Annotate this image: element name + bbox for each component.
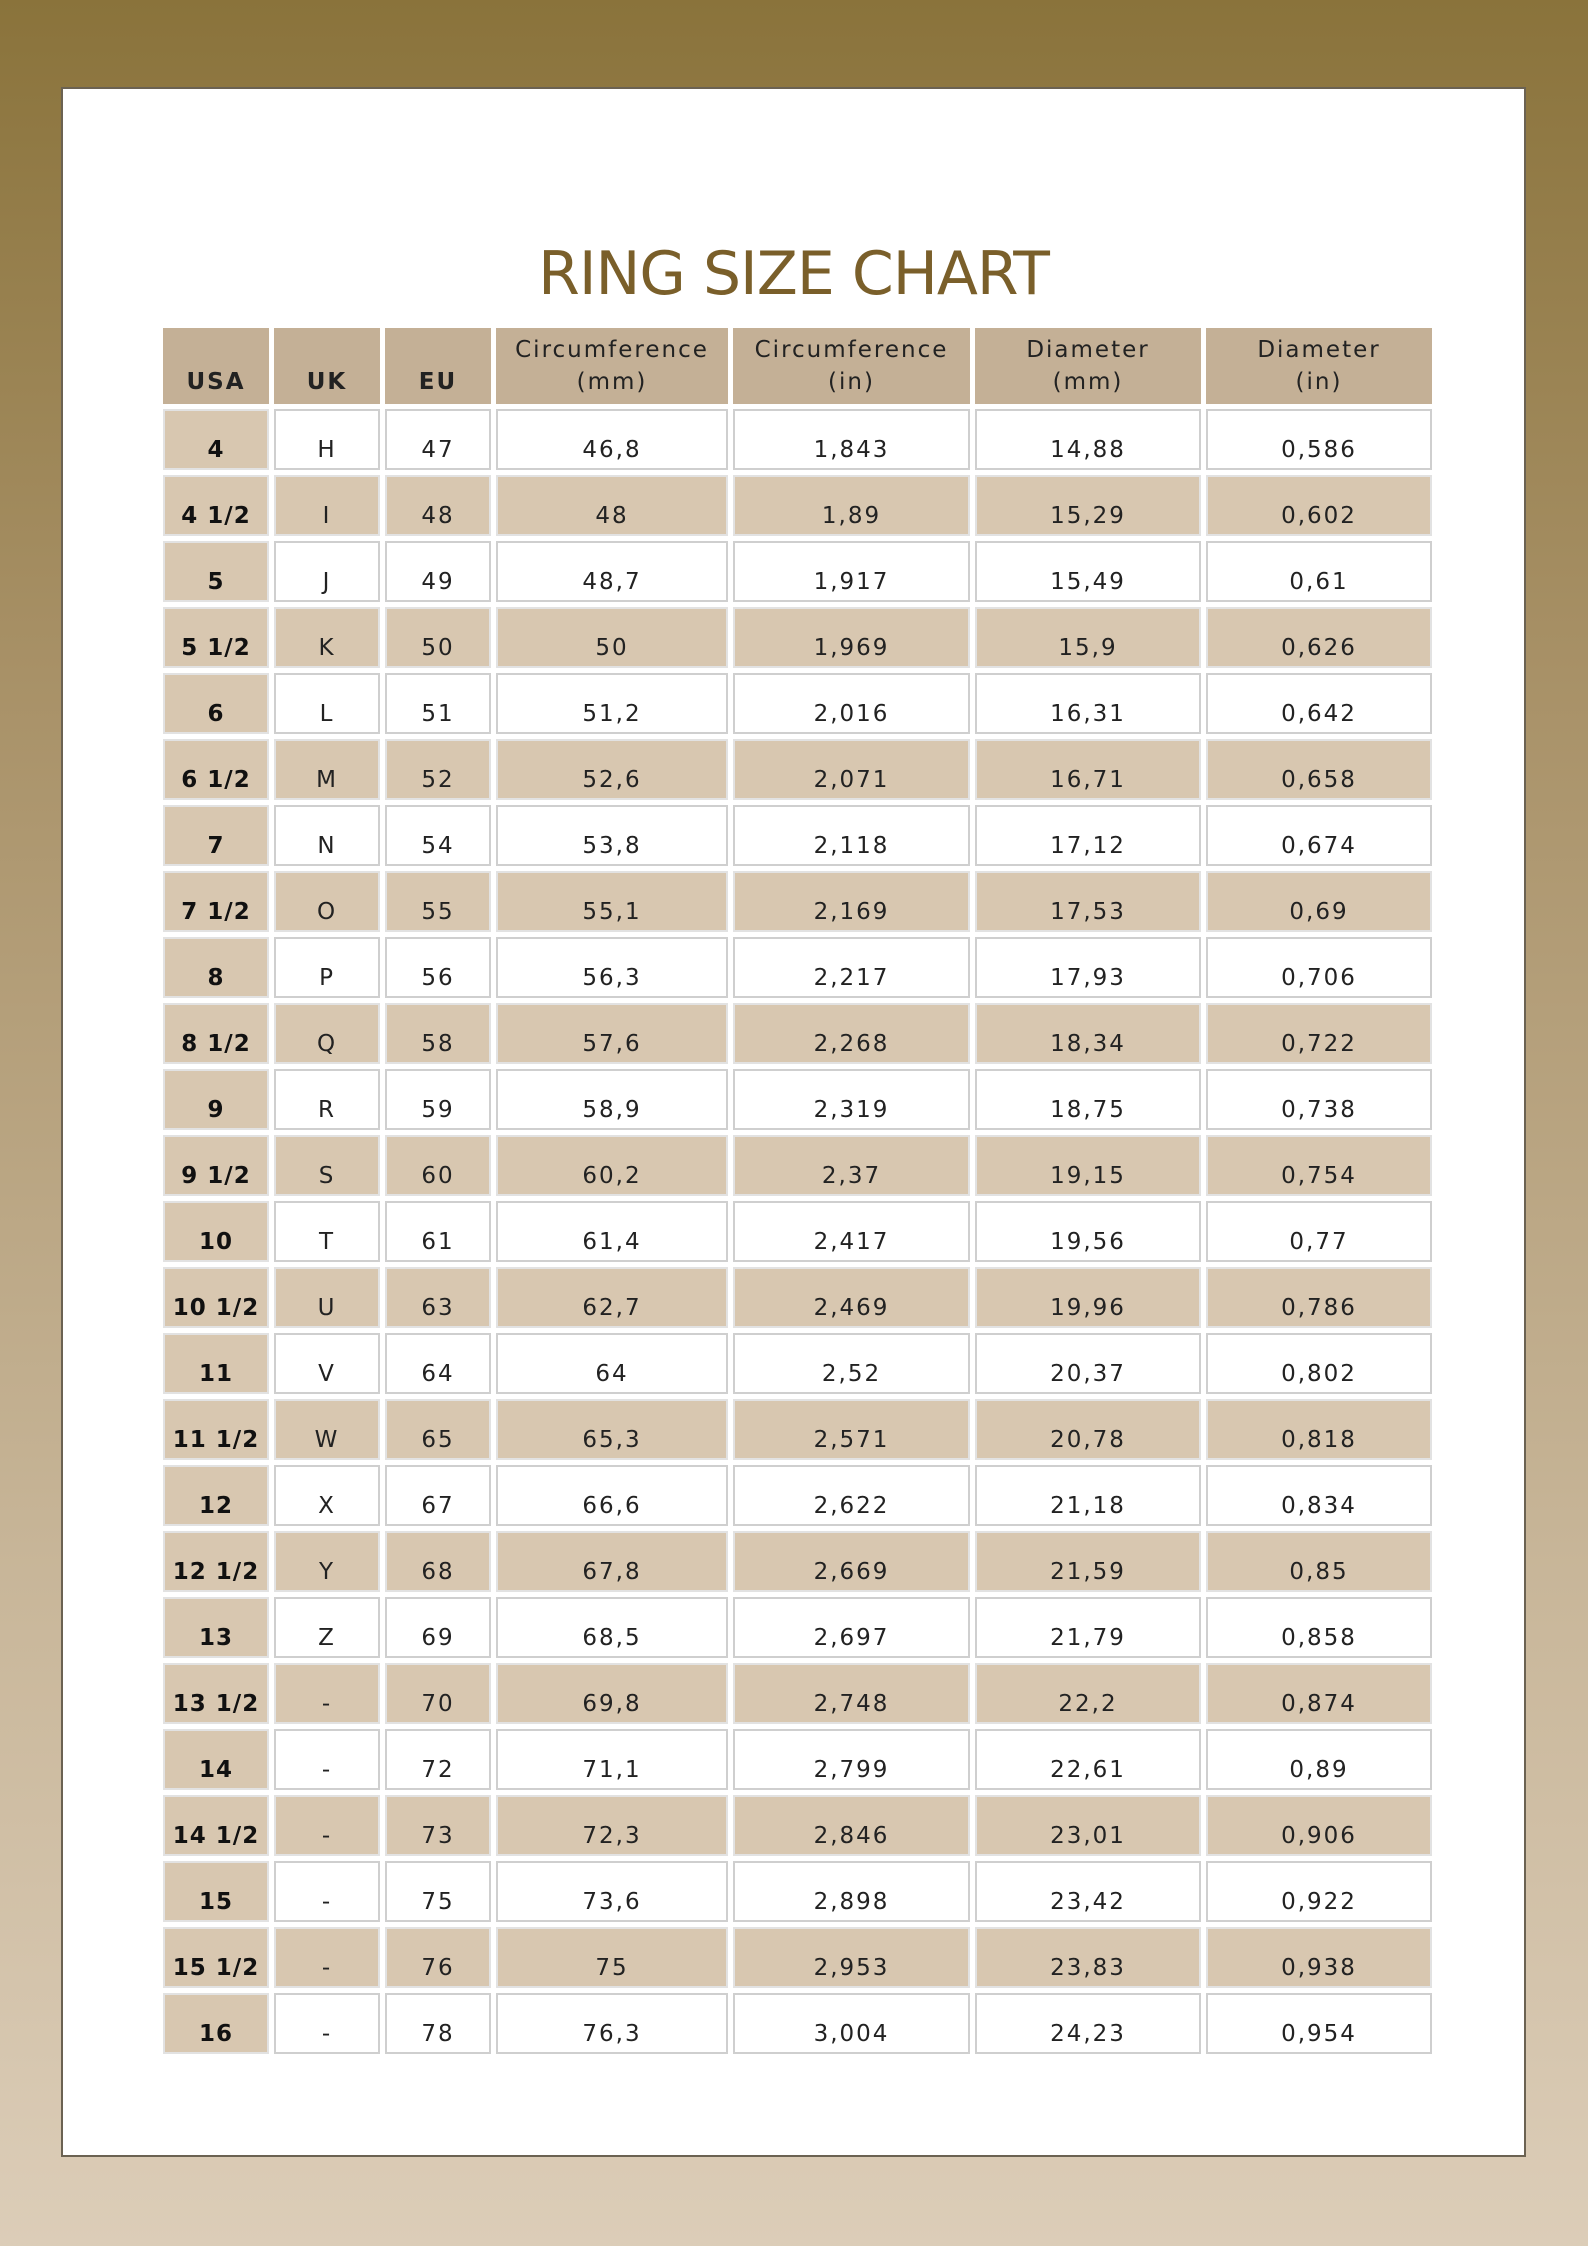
cell-circumference-mm: 65,3 (496, 1399, 728, 1460)
cell-eu-size: 73 (385, 1795, 491, 1856)
cell-circumference-in: 2,417 (733, 1201, 970, 1262)
header-row (163, 328, 1432, 404)
cell-diameter-in: 0,786 (1206, 1267, 1432, 1328)
cell-diameter-mm: 15,49 (975, 541, 1201, 602)
cell-circumference-in: 2,953 (733, 1927, 970, 1988)
table-row (163, 1861, 1432, 1922)
cell-usa-size: 8 (163, 937, 269, 998)
cell-diameter-in: 0,674 (1206, 805, 1432, 866)
cell-usa-size: 5 1/2 (163, 607, 269, 668)
cell-uk-size: M (274, 739, 380, 800)
cell-circumference-in: 2,898 (733, 1861, 970, 1922)
table-body (163, 409, 1432, 2054)
cell-eu-size: 64 (385, 1333, 491, 1394)
cell-circumference-mm: 50 (496, 607, 728, 668)
cell-diameter-mm: 23,01 (975, 1795, 1201, 1856)
header-diameter-mm: Diameter (mm) (975, 328, 1201, 404)
cell-usa-size: 7 1/2 (163, 871, 269, 932)
ring-size-table (158, 323, 1437, 2059)
cell-diameter-in: 0,586 (1206, 409, 1432, 470)
cell-eu-size: 55 (385, 871, 491, 932)
cell-uk-size: X (274, 1465, 380, 1526)
cell-uk-size: Q (274, 1003, 380, 1064)
cell-diameter-mm: 22,2 (975, 1663, 1201, 1724)
cell-circumference-mm: 56,3 (496, 937, 728, 998)
cell-usa-size: 7 (163, 805, 269, 866)
table-row (163, 871, 1432, 932)
cell-diameter-mm: 16,71 (975, 739, 1201, 800)
table-row (163, 1993, 1432, 2054)
cell-circumference-mm: 68,5 (496, 1597, 728, 1658)
table-row (163, 541, 1432, 602)
header-uk: UK (274, 328, 380, 404)
table-row (163, 1729, 1432, 1790)
cell-uk-size: - (274, 1993, 380, 2054)
cell-usa-size: 14 1/2 (163, 1795, 269, 1856)
cell-diameter-mm: 23,42 (975, 1861, 1201, 1922)
cell-usa-size: 15 1/2 (163, 1927, 269, 1988)
cell-diameter-mm: 21,18 (975, 1465, 1201, 1526)
cell-diameter-in: 0,834 (1206, 1465, 1432, 1526)
cell-eu-size: 47 (385, 409, 491, 470)
cell-usa-size: 6 (163, 673, 269, 734)
cell-diameter-in: 0,754 (1206, 1135, 1432, 1196)
table-row (163, 1135, 1432, 1196)
table-row (163, 1267, 1432, 1328)
cell-eu-size: 59 (385, 1069, 491, 1130)
table-row (163, 1663, 1432, 1724)
cell-diameter-mm: 19,15 (975, 1135, 1201, 1196)
cell-diameter-in: 0,922 (1206, 1861, 1432, 1922)
cell-diameter-mm: 14,88 (975, 409, 1201, 470)
cell-uk-size: - (274, 1663, 380, 1724)
cell-uk-size: P (274, 937, 380, 998)
table-row (163, 1399, 1432, 1460)
cell-diameter-mm: 18,34 (975, 1003, 1201, 1064)
cell-diameter-in: 0,602 (1206, 475, 1432, 536)
cell-circumference-in: 2,799 (733, 1729, 970, 1790)
cell-eu-size: 68 (385, 1531, 491, 1592)
cell-diameter-in: 0,69 (1206, 871, 1432, 932)
header-circumference-mm: Circumference (mm) (496, 328, 728, 404)
cell-uk-size: T (274, 1201, 380, 1262)
cell-diameter-in: 0,626 (1206, 607, 1432, 668)
cell-circumference-in: 2,52 (733, 1333, 970, 1394)
cell-diameter-in: 0,938 (1206, 1927, 1432, 1988)
table-row (163, 607, 1432, 668)
cell-uk-size: O (274, 871, 380, 932)
cell-circumference-in: 2,571 (733, 1399, 970, 1460)
cell-diameter-mm: 19,96 (975, 1267, 1201, 1328)
cell-eu-size: 70 (385, 1663, 491, 1724)
cell-circumference-mm: 57,6 (496, 1003, 728, 1064)
cell-diameter-mm: 17,12 (975, 805, 1201, 866)
table-row (163, 475, 1432, 536)
cell-uk-size: - (274, 1927, 380, 1988)
table-row (163, 1927, 1432, 1988)
cell-eu-size: 63 (385, 1267, 491, 1328)
cell-usa-size: 10 1/2 (163, 1267, 269, 1328)
cell-circumference-in: 2,217 (733, 937, 970, 998)
cell-eu-size: 78 (385, 1993, 491, 2054)
cell-uk-size: - (274, 1861, 380, 1922)
cell-eu-size: 61 (385, 1201, 491, 1262)
cell-eu-size: 58 (385, 1003, 491, 1064)
cell-diameter-mm: 20,37 (975, 1333, 1201, 1394)
cell-diameter-in: 0,706 (1206, 937, 1432, 998)
cell-circumference-in: 3,004 (733, 1993, 970, 2054)
cell-usa-size: 15 (163, 1861, 269, 1922)
cell-circumference-mm: 48,7 (496, 541, 728, 602)
cell-circumference-mm: 52,6 (496, 739, 728, 800)
cell-circumference-mm: 73,6 (496, 1861, 728, 1922)
cell-eu-size: 56 (385, 937, 491, 998)
cell-usa-size: 12 1/2 (163, 1531, 269, 1592)
cell-eu-size: 50 (385, 607, 491, 668)
cell-diameter-in: 0,77 (1206, 1201, 1432, 1262)
cell-circumference-mm: 67,8 (496, 1531, 728, 1592)
cell-diameter-mm: 24,23 (975, 1993, 1201, 2054)
cell-circumference-in: 2,469 (733, 1267, 970, 1328)
table-row (163, 1465, 1432, 1526)
cell-circumference-in: 2,071 (733, 739, 970, 800)
table-row (163, 1597, 1432, 1658)
cell-diameter-mm: 20,78 (975, 1399, 1201, 1460)
cell-circumference-mm: 60,2 (496, 1135, 728, 1196)
table-row (163, 805, 1432, 866)
cell-circumference-mm: 58,9 (496, 1069, 728, 1130)
cell-usa-size: 8 1/2 (163, 1003, 269, 1064)
table-row (163, 739, 1432, 800)
header-eu: EU (385, 328, 491, 404)
cell-uk-size: L (274, 673, 380, 734)
cell-usa-size: 13 1/2 (163, 1663, 269, 1724)
cell-circumference-mm: 51,2 (496, 673, 728, 734)
cell-diameter-mm: 16,31 (975, 673, 1201, 734)
cell-circumference-mm: 46,8 (496, 409, 728, 470)
cell-usa-size: 10 (163, 1201, 269, 1262)
cell-usa-size: 11 1/2 (163, 1399, 269, 1460)
cell-diameter-mm: 21,59 (975, 1531, 1201, 1592)
table-row (163, 1795, 1432, 1856)
cell-eu-size: 52 (385, 739, 491, 800)
cell-eu-size: 67 (385, 1465, 491, 1526)
cell-diameter-in: 0,802 (1206, 1333, 1432, 1394)
cell-uk-size: S (274, 1135, 380, 1196)
cell-usa-size: 4 1/2 (163, 475, 269, 536)
cell-diameter-mm: 15,9 (975, 607, 1201, 668)
cell-diameter-in: 0,658 (1206, 739, 1432, 800)
cell-eu-size: 72 (385, 1729, 491, 1790)
cell-uk-size: J (274, 541, 380, 602)
cell-circumference-in: 2,748 (733, 1663, 970, 1724)
table-row (163, 1003, 1432, 1064)
cell-diameter-in: 0,89 (1206, 1729, 1432, 1790)
cell-diameter-mm: 22,61 (975, 1729, 1201, 1790)
cell-circumference-in: 2,697 (733, 1597, 970, 1658)
cell-diameter-in: 0,642 (1206, 673, 1432, 734)
cell-circumference-mm: 53,8 (496, 805, 728, 866)
cell-uk-size: V (274, 1333, 380, 1394)
cell-diameter-in: 0,818 (1206, 1399, 1432, 1460)
cell-circumference-mm: 72,3 (496, 1795, 728, 1856)
cell-diameter-mm: 17,53 (975, 871, 1201, 932)
cell-uk-size: R (274, 1069, 380, 1130)
cell-circumference-in: 2,622 (733, 1465, 970, 1526)
cell-eu-size: 60 (385, 1135, 491, 1196)
cell-uk-size: - (274, 1729, 380, 1790)
table-row (163, 673, 1432, 734)
cell-circumference-mm: 66,6 (496, 1465, 728, 1526)
cell-diameter-in: 0,722 (1206, 1003, 1432, 1064)
cell-diameter-mm: 21,79 (975, 1597, 1201, 1658)
cell-eu-size: 76 (385, 1927, 491, 1988)
ring-size-sheet (61, 87, 1526, 2157)
cell-uk-size: Z (274, 1597, 380, 1658)
cell-eu-size: 51 (385, 673, 491, 734)
table-row (163, 1531, 1432, 1592)
cell-circumference-in: 1,969 (733, 607, 970, 668)
cell-diameter-mm: 19,56 (975, 1201, 1201, 1262)
cell-diameter-in: 0,954 (1206, 1993, 1432, 2054)
cell-circumference-in: 2,669 (733, 1531, 970, 1592)
cell-circumference-mm: 71,1 (496, 1729, 728, 1790)
cell-eu-size: 65 (385, 1399, 491, 1460)
cell-circumference-in: 1,89 (733, 475, 970, 536)
cell-circumference-mm: 75 (496, 1927, 728, 1988)
cell-circumference-in: 1,843 (733, 409, 970, 470)
table-row (163, 1333, 1432, 1394)
cell-circumference-mm: 69,8 (496, 1663, 728, 1724)
cell-usa-size: 6 1/2 (163, 739, 269, 800)
cell-circumference-in: 2,118 (733, 805, 970, 866)
cell-diameter-in: 0,738 (1206, 1069, 1432, 1130)
cell-uk-size: Y (274, 1531, 380, 1592)
cell-uk-size: I (274, 475, 380, 536)
cell-circumference-mm: 76,3 (496, 1993, 728, 2054)
cell-usa-size: 13 (163, 1597, 269, 1658)
cell-circumference-in: 2,37 (733, 1135, 970, 1196)
cell-eu-size: 54 (385, 805, 491, 866)
cell-diameter-in: 0,906 (1206, 1795, 1432, 1856)
cell-uk-size: W (274, 1399, 380, 1460)
cell-diameter-in: 0,61 (1206, 541, 1432, 602)
cell-diameter-in: 0,874 (1206, 1663, 1432, 1724)
cell-circumference-mm: 48 (496, 475, 728, 536)
cell-usa-size: 4 (163, 409, 269, 470)
cell-usa-size: 12 (163, 1465, 269, 1526)
header-circumference-in: Circumference (in) (733, 328, 970, 404)
page-title: RING SIZE CHART (538, 239, 1049, 309)
cell-circumference-in: 1,917 (733, 541, 970, 602)
cell-uk-size: H (274, 409, 380, 470)
cell-usa-size: 9 (163, 1069, 269, 1130)
cell-diameter-in: 0,85 (1206, 1531, 1432, 1592)
cell-diameter-mm: 23,83 (975, 1927, 1201, 1988)
cell-usa-size: 14 (163, 1729, 269, 1790)
header-usa: USA (163, 328, 269, 404)
cell-circumference-in: 2,169 (733, 871, 970, 932)
cell-usa-size: 9 1/2 (163, 1135, 269, 1196)
cell-eu-size: 75 (385, 1861, 491, 1922)
table-row (163, 937, 1432, 998)
table-row (163, 409, 1432, 470)
header-diameter-in: Diameter (in) (1206, 328, 1432, 404)
cell-diameter-mm: 15,29 (975, 475, 1201, 536)
cell-diameter-in: 0,858 (1206, 1597, 1432, 1658)
cell-usa-size: 5 (163, 541, 269, 602)
cell-eu-size: 49 (385, 541, 491, 602)
cell-circumference-in: 2,268 (733, 1003, 970, 1064)
cell-circumference-mm: 62,7 (496, 1267, 728, 1328)
cell-circumference-in: 2,846 (733, 1795, 970, 1856)
cell-uk-size: N (274, 805, 380, 866)
cell-uk-size: U (274, 1267, 380, 1328)
cell-circumference-mm: 64 (496, 1333, 728, 1394)
table-row (163, 1069, 1432, 1130)
cell-usa-size: 11 (163, 1333, 269, 1394)
cell-eu-size: 69 (385, 1597, 491, 1658)
cell-diameter-mm: 18,75 (975, 1069, 1201, 1130)
cell-circumference-in: 2,319 (733, 1069, 970, 1130)
cell-circumference-mm: 61,4 (496, 1201, 728, 1262)
cell-circumference-mm: 55,1 (496, 871, 728, 932)
cell-eu-size: 48 (385, 475, 491, 536)
cell-circumference-in: 2,016 (733, 673, 970, 734)
cell-uk-size: - (274, 1795, 380, 1856)
cell-uk-size: K (274, 607, 380, 668)
table-row (163, 1201, 1432, 1262)
cell-usa-size: 16 (163, 1993, 269, 2054)
cell-diameter-mm: 17,93 (975, 937, 1201, 998)
